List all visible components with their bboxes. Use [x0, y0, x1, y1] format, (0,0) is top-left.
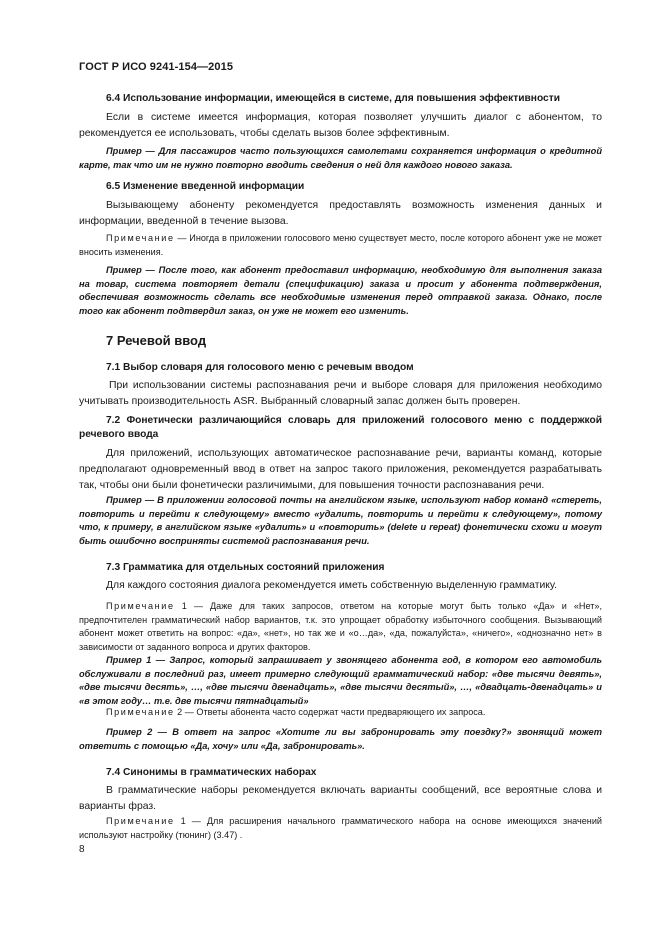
section-7-3-paragraph: Для каждого состояния диалога рекомендуется иметь собственную выделенную грамматику. — [106, 580, 557, 591]
note-text: 1 — Для расширения начального грамматического набора на основе имеющихся значений используют настройку (тюнинг) (3.47) . — [79, 816, 602, 840]
note-label: Примечание — [106, 601, 175, 611]
section-7-1-heading: 7.1 Выбор словаря для голосового меню с речевым вводом — [106, 362, 414, 373]
section-7-3-heading: 7.3 Грамматика для отдельных состояний приложения — [106, 562, 385, 573]
section-6-5-heading: 6.5 Изменение введенной информации — [106, 181, 305, 192]
section-7-2-example: Пример — В приложении голосовой почты на английском языке, используют набор команд «стереть, повторить и перейти к следующему» вместо «удалить, повторить и перейти к следующему», потому что, к примеру, в английском языке «удалить» и «повторить» (delete и repeat) фонетически схожи и могут быть ошибочно восприняты системой распознавания речи. — [79, 495, 602, 546]
section-6-4-paragraph: Если в системе имеется информация, которая позволяет улучшить диалог с абонентом, то рекомендуется ее использовать, чтобы сделать вызов более эффективным. — [79, 112, 602, 139]
section-7-2-paragraph: Для приложений, использующих автоматическое распознавание речи, варианты команд, которые предполагают одновременный ввод в ответ на запрос такого приложения, рекомендуется разрабатывать так, чтобы они были фонетически различимыми, для повышения точности распознавания речи. — [79, 448, 602, 491]
page-number: 8 — [79, 844, 85, 855]
note-text: 2 — Ответы абонента часто содержат части предваряющего их запроса. — [174, 707, 486, 717]
section-6-5-note — [79, 232, 602, 259]
section-7-4-note-1 — [79, 815, 602, 842]
section-6-4-heading: 6.4 Использование информации, имеющейся в системе, для повышения эффективности — [106, 93, 560, 104]
note-label: Примечание — [106, 233, 175, 243]
note-text: — Иногда в приложении голосового меню существует место, после которого абонент уже не может вносить изменения. — [79, 233, 602, 257]
section-7-3-example-1: Пример 1 — Запрос, который запрашивает у звонящего абонента год, в котором его автомобиль обслуживали в последний раз, имеет примерно следующий грамматический набор: «две тысячи девять», «две тысячи десять», …, «две тысячи двенадцать», «две тысячи десятый», …, «двадцать-двенадцать» и «в этом году… т.е. две тысячи пятнадцатый» — [79, 655, 602, 706]
section-7-4-paragraph: В грамматические наборы рекомендуется включать варианты сообщений, все вероятные слова и варианты фраз. — [79, 785, 602, 812]
section-7-4-heading: 7.4 Синонимы в грамматических наборах — [106, 767, 317, 778]
section-7-3-note-1 — [79, 600, 602, 654]
section-6-5-paragraph: Вызывающему абоненту рекомендуется предоставлять возможность изменения данных и информации, введенной в течение вызова. — [79, 200, 602, 227]
section-6-5-example: Пример — После того, как абонент предоставил информацию, необходимую для выполнения заказа на товар, система повторяет детали (спецификацию) заказа и просит у абонента подтверждения, обеспечивая возможность сделать все необходимые изменения перед отправкой заказа. Однако, после того как абонент подтвердил заказ, он уже не может его изменить. — [79, 265, 602, 316]
section-7-1-paragraph: При использовании системы распознавания речи и выборе словаря для приложения необходимо учитывать производительность ASR. Выбранный словарный запас должен быть проверен. — [79, 380, 602, 407]
section-7-heading: 7 Речевой ввод — [106, 333, 207, 348]
section-7-3-note-2 — [106, 706, 485, 720]
section-6-4-example: Пример — Для пассажиров часто пользующихся самолетами сохраняется информация о кредитной карте, так что им не нужно повторно вводить сведения о ней для каждого нового заказа. — [79, 146, 602, 170]
note-text: 1 — Даже для таких запросов, ответом на которые могут быть только «Да» и «Нет», предпочтителен грамматический набор вариантов, т.к. это упрощает обработку избыточного сообщения. Вызывающий абонент может ответить на вопрос: «да», «нет», но так же и «о…да», «да, пожалуйста», «ничего», «однозначно нет» в зависимости от заданного вопроса и других факторов. — [79, 601, 602, 652]
section-7-3-example-2: Пример 2 — В ответ на запрос «Хотите ли вы забронировать эту поездку?» звонящий может ответить с помощью «Да, хочу» или «Да, забронировать». — [79, 727, 602, 751]
note-label: Примечание — [106, 816, 175, 826]
section-7-2-heading: 7.2 Фонетически различающийся словарь для приложений голосового меню с поддержкой речевого ввода — [79, 415, 602, 440]
note-label: Примечание — [106, 707, 175, 717]
document-header: ГОСТ Р ИСО 9241-154—2015 — [79, 61, 234, 73]
